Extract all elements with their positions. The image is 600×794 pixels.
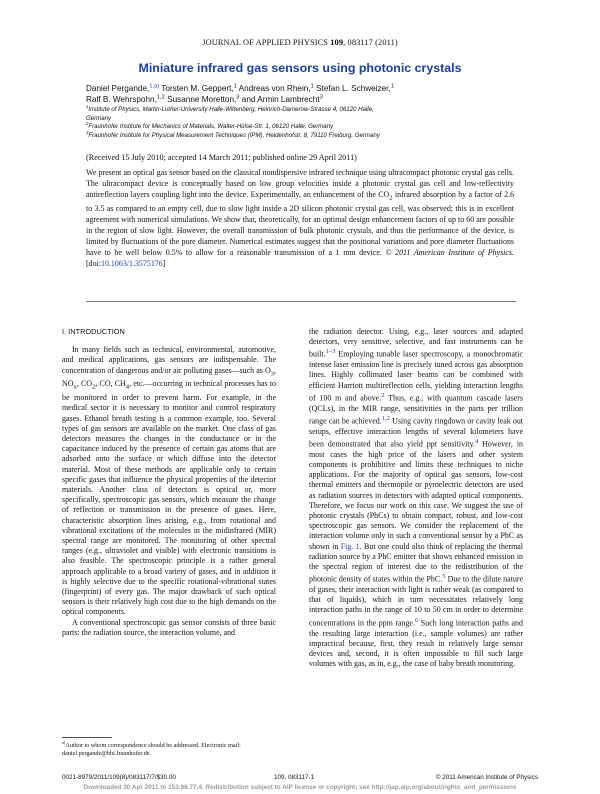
section-heading: I. INTRODUCTION [62,327,125,336]
author-name: Torsten M. Geppert, [159,84,234,93]
author-name: Ralf B. Wehrspohn, [86,95,157,105]
author-sup: 3 [236,94,240,101]
footer-copyright: © 2011 American Institute of Physics [435,774,538,781]
affiliation: $^2$Fraunhofer Institute for Mechanics of Materials, Walter-Hülse-Str. 1, 06120 Halle, Germany [86,121,334,131]
affiliation: $^1$Institute of Physics, Martin-Luther-University Halle-Wittenberg, Heinrich-Damerow-Strasse 4, 06120 Halle, [86,103,374,113]
citation-link[interactable]: 2 [381,391,385,399]
footnote: $^{a)}$Author to whom correspondence should be addressed. Electronic mail: daniel.pergande@bhi.fraunhofer.de. [62,739,241,758]
citation-link[interactable]: 4 [474,437,479,445]
journal-name: JOURNAL OF APPLIED PHYSICS [202,38,329,47]
doi-link[interactable]: 10.1063/1.3575176 [101,258,163,268]
author-sup: 1 [233,83,237,90]
left-column [62,327,276,638]
right-column [309,327,523,669]
journal-volume: 109 [330,38,344,47]
paragraph: In many fields such as technical, environmental, automotive, and medical applications, gas sensors are indispensable. The concentration of dangerous and/or air polluting gases—such as $O_3$, $NO_x$, $CO_2$, CO, $CH_4$, etc.—occurring in technical processes has to be monitored in order to prevent harm. For example, in the medical sector it is necessary to monitor and control respiratory gases. Ethanol breath testing is a common example, too. Several types of gas sensors are available on the market. One class of gas detectors measures the changes in the conductance or in the capacitance induced by the presence of certain gas atoms that are adsorbed onto the surface or which diffuse into the detector material. Most of these methods are applicable only to certain specific gases that influence the physical properties of the detector materials. Another class of detectors is optical or, more specifically, spectroscopic gas sensors, which measure the change of reflection or transmission in the presence of gases. Here, characteristic absorption lines arising, e.g., from rotational and vibrational excitations of the molecules in the midinfrared (MIR) spectral range are monitored. The monitoring of other spectral ranges (e.g., ultraviolet and visible) with electronic transitions is also feasible. The spectroscopic principle is a rather general approach applicable to a broad variety of gases, and in addition it is highly selective due to the specific rotational-vibrational states (fingerprint) of every gas. The major drawback of such optical sensors is their relatively high cost due to the high demands on the optical components. [62,345,276,617]
divider [86,301,516,302]
author-sup: 1,2 [156,94,165,101]
figure-link[interactable]: Fig. 1 [340,541,360,551]
author-name: Andreas von Rhein, [236,84,311,93]
author-line-2 [86,94,506,105]
citation-link[interactable]: 1,2 [381,414,390,422]
author-name: and Armin Lambrecht [239,95,320,105]
author-line-1 [86,83,506,94]
journal-header: JOURNAL OF APPLIED PHYSICS 109, 083117 (2011) [202,38,398,47]
paper-title: Miniature infrared gas sensors using photonic crystals [138,61,462,75]
author-list [86,83,506,105]
citation-link[interactable]: 1–3 [325,348,336,356]
citation-link[interactable]: 6 [414,616,419,624]
footer-code: 0021-8979/2011/109(8)/083117/7/$30.00 [62,774,176,781]
affiliation: Germany [86,114,112,122]
received-dates: (Received 15 July 2010; accepted 14 March 2011; published online 29 April 2011) [86,153,357,162]
footer-page-number: 109, 083117-1 [274,774,315,781]
affiliations [86,103,516,140]
author-name: Daniel Pergande, [86,84,150,93]
author-name: Susanne Moretton, [164,95,237,105]
abstract: We present an optical gas sensor based on the classical nondispersive infrared technique using ultracompact photonic crystal gas cells. The ultracompact device is conceptually based on low group velocities inside a photonic crystal gas cell and low-reflectivity antireflection layers coupling light into the device. Experimentally, an enhancement of the $CO_2$ infrared absorption by a factor of 2.6 to 3.5 as compared to an empty cell, due to slow light inside a 2D silicon photonic crystal gas cell, was observed; this is in excellent agreement with numerical simulations. We show that, theoretically, for an optimal design enhancement factors of up to 60 are possible in the region of slow light. However, the overall transmission of bulk photonic crystals, and thus the performance of the device, is limited by fluctuations of the pore diameter. Numerical estimates suggest that the positional variations and pore diameter fluctuations have to be well below 0.5% to allow for a reasonable transmission of a 1 mm device. © 2011 American Institute of Physics. [doi:10.1063/1.3575176] [86,168,514,268]
author-sup[interactable]: 1,a) [149,83,160,90]
download-notice: Downloaded 30 Apr 2011 to 153.96.77.4. Redistribution subject to AIP license or copyright; see http://jap.aip.org/about/rights_and_permissions [83,784,517,791]
journal-page: 083117 (2011) [347,38,398,47]
author-sup: 3 [319,94,323,101]
paragraph: A conventional spectroscopic gas sensor consists of three basic parts: the radiation source, the interaction volume, and [62,617,276,637]
author-sup: 1 [390,83,394,90]
affiliation: $^3$Fraunhofer Institute for Physical Measurement Techniques (IPM), Heidenhofstr. 8, 79110 Freiburg, Germany [86,129,380,139]
footnote-divider [62,737,112,738]
author-name: Stefan L. Schweizer, [313,84,391,93]
copyright-notice: © 2011 American Institute of Physics. [385,247,514,257]
citation-link[interactable]: 5 [442,573,446,581]
paragraph: the radiation detector. Using, e.g., laser sources and adapted detectors, very sensitive, selective, and fast instruments can be built.$^{1-3}$ Employing tunable laser spectroscopy, a monochromatic intense laser emission line is precisely tuned across gas absorption lines. Highly collimated laser beams can be combined with efficient Harriott multireflection cells, yielding interaction lengths of 100 m and above.$^2$ Thus, e.g., with quantum cascade lasers (QCLs), in the MIR range, sensitivities in the parts per trillion range can be achieved.$^{1,2}$ Using cavity ringdown or cavity leak out setups, effective interaction lengths of several kilometers have been demonstrated that also yield ppt sensitivity.$^4$ However, in most cases the high price of the lasers and other system components is prohibitive and limits these techniques to niche applications. For the majority of optical gas sensors, low-cost thermal emitters and thermopile or pyroelectric detectors are used as radiation sources in detectors with adapted optical components. Therefore, we focus our work on this case. We suggest the use of photonic crystals (PhCs) to obtain compact, robust, and low-cost spectroscopic gas sensors. We consider the replacement of the interaction volume only in such a conventional sensor by a PhC as shown in Fig. 1. But one could also think of replacing the thermal radiation source by a PhC emitter that shows enhanced emission in the spectral region of interest due to the redistribution of the photonic density of states within the PhC.$^5$ Due to the dilute nature of gases, their interaction with light is rather weak (as compared to that of liquids), which in turn necessitates relatively long interaction paths in the range of 10 to 50 cm in order to determine concentrations in the ppm range.$^6$ Such long interaction paths and the resulting large interaction (i.e., sample volumes) are rather impractical because, first, they result in relatively large sensor devices and, second, it is often impossible to fill such large volumes with gas, as in, e.g., the case of baby breath monitoring. [309,327,524,669]
author-sup: 1 [310,83,314,90]
